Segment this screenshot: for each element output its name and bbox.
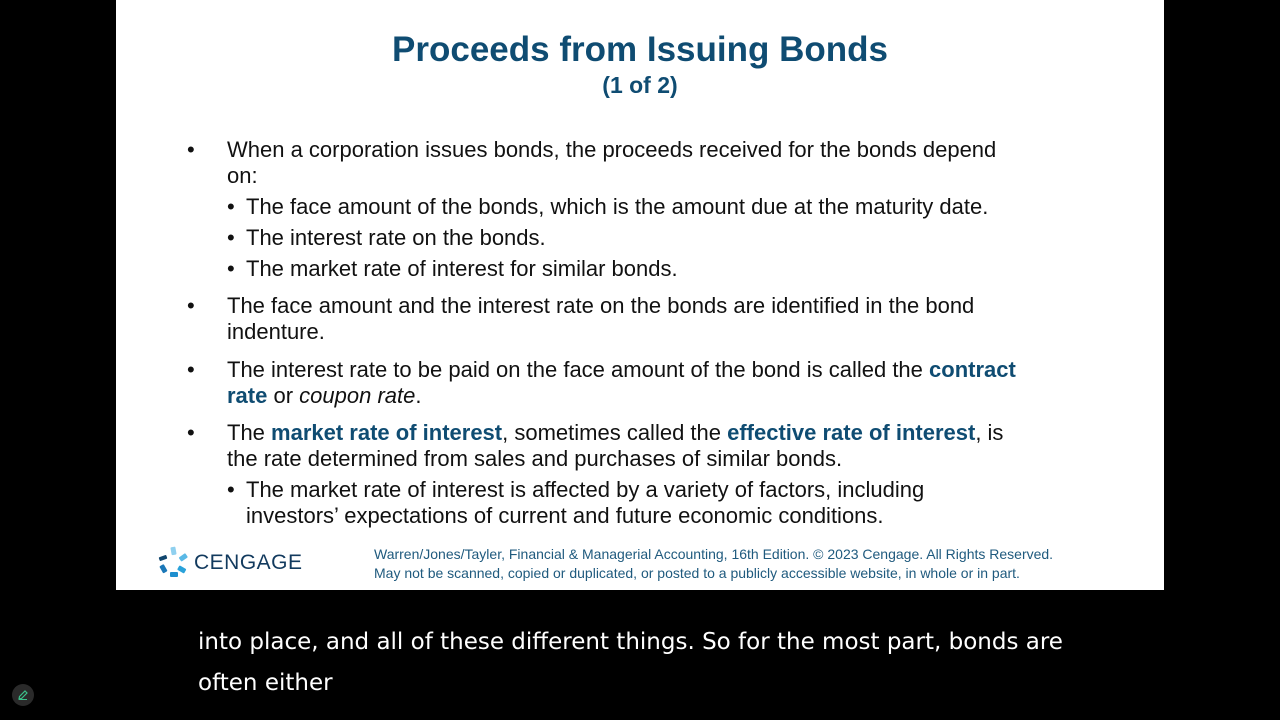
bullet-3-text: The interest rate to be paid on the face amount of the bond is called the bbox=[227, 357, 930, 382]
bullet-icon: • bbox=[187, 293, 195, 318]
bullet-4-text: The bbox=[227, 420, 272, 445]
sub-bullet-1-2: The interest rate on the bonds. bbox=[246, 225, 546, 250]
bullet-icon: • bbox=[187, 137, 195, 162]
sub-bullet-4-1-line1: The market rate of interest is affected by a variety of factors, including bbox=[246, 477, 925, 502]
slide-body bbox=[116, 0, 1164, 540]
term-contract-rate: contract bbox=[929, 357, 1016, 382]
sub-bullet-icon: • bbox=[227, 225, 235, 250]
term-coupon-rate: coupon rate bbox=[299, 383, 416, 408]
caption-line-2: often either bbox=[198, 670, 333, 696]
bullet-4-text-2: , sometimes called the bbox=[502, 420, 728, 445]
slide-subtitle: (1 of 2) bbox=[602, 72, 678, 98]
bullet-1 bbox=[227, 137, 1097, 189]
copyright-footer bbox=[374, 545, 1053, 583]
bullet-2-line1: The face amount and the interest rate on the bonds are identified in the bond bbox=[227, 293, 975, 318]
term-effective-rate: effective rate of interest bbox=[727, 420, 976, 445]
term-market-rate: market rate of interest bbox=[271, 420, 503, 445]
pencil-icon bbox=[17, 689, 29, 701]
sub-bullet-1-3: The market rate of interest for similar bonds. bbox=[246, 256, 678, 281]
sub-bullet-4-1-line2: investors’ expectations of current and future economic conditions. bbox=[246, 503, 884, 528]
bullet-icon: • bbox=[187, 420, 195, 445]
sub-bullet-1-1: The face amount of the bonds, which is the amount due at the maturity date. bbox=[246, 194, 989, 219]
bullet-3-period: . bbox=[415, 383, 422, 408]
bullet-icon: • bbox=[187, 357, 195, 382]
slide-title: Proceeds from Issuing Bonds bbox=[392, 30, 888, 69]
bullet-4-text-3: , is bbox=[975, 420, 1004, 445]
bullet-4-line2: the rate determined from sales and purchases of similar bonds. bbox=[227, 446, 843, 471]
footer-line-1: Warren/Jones/Tayler, Financial & Managerial Accounting, 16th Edition. © 2023 Cengage. All Rights Reserved. bbox=[374, 546, 1054, 562]
sub-bullet-icon: • bbox=[227, 477, 235, 502]
bullet-3-or: or bbox=[267, 383, 300, 408]
cengage-logo-icon bbox=[156, 546, 190, 580]
sub-bullet-icon: • bbox=[227, 256, 235, 281]
bullet-1-line1: When a corporation issues bonds, the proceeds received for the bonds depend bbox=[227, 137, 997, 162]
logo-text: CENGAGE bbox=[194, 551, 303, 574]
caption-line-1: into place, and all of these different things. So for the most part, bonds are bbox=[198, 629, 1063, 655]
slide bbox=[116, 0, 1164, 590]
bullet-1-line2: on: bbox=[227, 163, 258, 188]
bullet-2-line2: indenture. bbox=[227, 319, 325, 344]
term-contract-rate-cont: rate bbox=[227, 383, 268, 408]
bullet-4 bbox=[227, 420, 1097, 472]
sub-bullet-4-1 bbox=[246, 477, 1096, 529]
edit-button[interactable] bbox=[12, 684, 34, 706]
cengage-logo bbox=[156, 546, 303, 580]
bullet-2 bbox=[227, 293, 1097, 345]
video-caption bbox=[198, 622, 1098, 704]
footer-line-2: May not be scanned, copied or duplicated, or posted to a publicly accessible website, in whole or in part. bbox=[374, 565, 1020, 581]
bullet-3 bbox=[227, 357, 1097, 409]
sub-bullet-icon: • bbox=[227, 194, 235, 219]
